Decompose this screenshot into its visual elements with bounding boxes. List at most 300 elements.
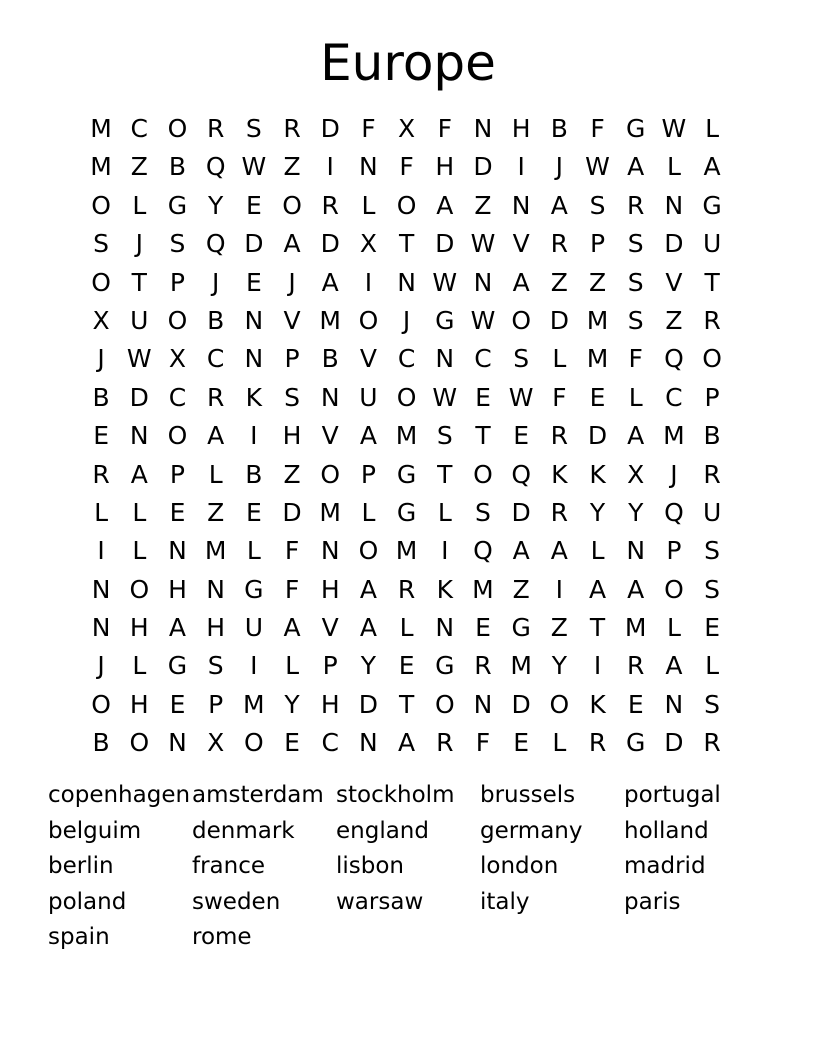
grid-cell[interactable]: L bbox=[666, 613, 681, 643]
grid-cell[interactable]: N bbox=[168, 728, 187, 758]
grid-cell[interactable]: I bbox=[250, 421, 258, 451]
grid-cell[interactable]: M bbox=[395, 536, 418, 566]
grid-cell[interactable]: D bbox=[511, 689, 531, 719]
grid-cell[interactable]: N bbox=[473, 114, 493, 143]
grid-cell[interactable]: W bbox=[432, 382, 458, 412]
grid-cell[interactable]: R bbox=[703, 459, 721, 489]
grid-cell[interactable]: L bbox=[666, 152, 681, 182]
grid-cell[interactable]: O bbox=[549, 689, 570, 719]
grid-cell[interactable]: O bbox=[282, 190, 302, 220]
grid-cell[interactable]: L bbox=[399, 613, 414, 643]
grid-cell[interactable]: H bbox=[320, 689, 340, 719]
grid-cell[interactable]: S bbox=[475, 497, 491, 527]
grid-cell[interactable]: S bbox=[169, 229, 186, 259]
grid-cell[interactable]: I bbox=[364, 267, 373, 297]
grid-cell[interactable]: Z bbox=[665, 305, 683, 335]
grid-cell[interactable]: D bbox=[587, 421, 608, 451]
grid-cell[interactable]: I bbox=[555, 574, 564, 604]
grid-cell[interactable]: N bbox=[397, 267, 416, 297]
grid-cell[interactable]: L bbox=[285, 651, 299, 681]
grid-cell[interactable]: A bbox=[321, 267, 339, 297]
grid-cell[interactable]: H bbox=[320, 574, 340, 604]
grid-cell[interactable]: S bbox=[245, 114, 262, 143]
grid-row bbox=[82, 609, 732, 647]
grid-cell[interactable]: V bbox=[321, 421, 339, 451]
grid-cell[interactable]: Z bbox=[207, 497, 225, 527]
grid-cell[interactable]: N bbox=[435, 344, 455, 374]
grid-cell[interactable]: N bbox=[206, 574, 225, 604]
grid-cell[interactable]: A bbox=[703, 152, 721, 182]
grid-cell[interactable]: N bbox=[435, 613, 455, 643]
grid-cell[interactable]: L bbox=[437, 497, 452, 527]
grid-cell[interactable]: N bbox=[168, 536, 187, 566]
grid-cell[interactable]: Y bbox=[589, 497, 606, 527]
grid-cell[interactable]: A bbox=[168, 613, 187, 643]
grid-cell[interactable]: D bbox=[244, 229, 264, 259]
grid-cell[interactable]: W bbox=[661, 114, 687, 143]
grid-cell[interactable]: F bbox=[437, 114, 452, 143]
grid-cell[interactable]: A bbox=[436, 190, 454, 220]
grid-cell[interactable]: V bbox=[359, 344, 377, 374]
grid-cell[interactable]: M bbox=[204, 536, 227, 566]
grid-cell[interactable]: A bbox=[283, 229, 301, 259]
grid-cell[interactable]: R bbox=[206, 382, 225, 412]
grid-cell[interactable]: I bbox=[326, 152, 334, 182]
grid-cell[interactable]: B bbox=[92, 382, 110, 412]
grid-cell[interactable]: I bbox=[441, 536, 449, 566]
grid-cell[interactable]: A bbox=[207, 421, 225, 451]
grid-cell[interactable]: L bbox=[705, 651, 720, 681]
grid-cell[interactable]: S bbox=[207, 651, 224, 681]
grid-cell[interactable]: O bbox=[167, 421, 188, 451]
grid-cell[interactable]: R bbox=[397, 574, 416, 604]
grid-cell[interactable]: N bbox=[664, 689, 684, 719]
grid-cell[interactable]: N bbox=[244, 305, 264, 335]
grid-cell[interactable]: P bbox=[704, 382, 720, 412]
grid-cell[interactable]: G bbox=[244, 574, 264, 604]
grid-cell[interactable]: G bbox=[435, 651, 455, 681]
grid-cell[interactable]: X bbox=[92, 305, 110, 335]
grid-cell[interactable]: E bbox=[475, 613, 491, 643]
grid-cell[interactable]: M bbox=[624, 613, 647, 643]
grid-cell[interactable]: H bbox=[435, 152, 455, 182]
grid-cell[interactable]: U bbox=[702, 229, 722, 259]
grid-cell[interactable]: J bbox=[97, 651, 105, 681]
grid-cell[interactable]: R bbox=[627, 190, 645, 220]
grid-cell[interactable]: K bbox=[589, 459, 606, 489]
grid-cell[interactable]: O bbox=[167, 305, 188, 335]
grid-cell[interactable]: A bbox=[130, 459, 148, 489]
grid-cell[interactable]: L bbox=[361, 190, 376, 220]
grid-cell[interactable]: C bbox=[168, 382, 187, 412]
grid-cell[interactable]: C bbox=[474, 344, 492, 374]
grid-cell[interactable]: O bbox=[91, 267, 111, 297]
grid-cell[interactable]: O bbox=[91, 190, 111, 220]
grid-cell[interactable]: X bbox=[359, 229, 377, 259]
word-list-item: warsaw bbox=[336, 888, 424, 915]
grid-cell[interactable]: E bbox=[93, 421, 109, 451]
grid-cell[interactable]: U bbox=[702, 497, 722, 527]
grid-cell[interactable]: E bbox=[704, 613, 720, 643]
grid-cell[interactable]: P bbox=[169, 459, 185, 489]
grid-cell[interactable]: R bbox=[474, 651, 492, 681]
grid-cell[interactable]: J bbox=[555, 152, 564, 182]
grid-cell[interactable]: H bbox=[129, 689, 149, 719]
grid-cell[interactable]: N bbox=[473, 689, 493, 719]
grid-cell[interactable]: W bbox=[470, 305, 496, 335]
grid-cell[interactable]: L bbox=[361, 497, 376, 527]
word-list-item: poland bbox=[48, 888, 127, 915]
grid-cell[interactable]: K bbox=[436, 574, 453, 604]
grid-cell[interactable]: O bbox=[129, 728, 150, 758]
grid-cell[interactable]: E bbox=[398, 651, 415, 681]
grid-cell[interactable]: R bbox=[627, 651, 645, 681]
grid-cell[interactable]: F bbox=[361, 114, 376, 143]
grid-cell[interactable]: F bbox=[590, 114, 605, 143]
grid-cell[interactable]: G bbox=[396, 459, 417, 489]
grid-cell[interactable]: P bbox=[284, 344, 300, 374]
grid-cell[interactable]: G bbox=[626, 114, 646, 143]
grid-cell[interactable]: L bbox=[132, 536, 147, 566]
grid-cell[interactable]: Y bbox=[360, 651, 377, 681]
grid-cell[interactable]: J bbox=[211, 267, 220, 297]
grid-cell[interactable]: O bbox=[358, 536, 379, 566]
grid-cell[interactable]: F bbox=[284, 536, 300, 566]
grid-cell[interactable]: E bbox=[475, 382, 491, 412]
grid-cell[interactable]: T bbox=[704, 267, 720, 297]
grid-cell[interactable]: T bbox=[475, 421, 491, 451]
grid-cell[interactable]: E bbox=[627, 689, 644, 719]
grid-cell[interactable]: E bbox=[169, 689, 186, 719]
grid-cell[interactable]: D bbox=[664, 229, 684, 259]
grid-cell[interactable]: M bbox=[472, 574, 494, 604]
grid-cell[interactable]: S bbox=[93, 229, 110, 259]
grid-cell[interactable]: N bbox=[320, 382, 340, 412]
grid-cell[interactable]: R bbox=[321, 190, 339, 220]
grid-cell[interactable]: O bbox=[167, 114, 188, 143]
grid-cell[interactable]: W bbox=[432, 267, 458, 297]
grid-cell[interactable]: E bbox=[284, 728, 300, 758]
grid-cell[interactable]: N bbox=[91, 574, 111, 604]
grid-cell[interactable]: R bbox=[588, 728, 607, 758]
grid-cell[interactable]: G bbox=[626, 728, 646, 758]
grid-cell[interactable]: F bbox=[475, 728, 491, 758]
grid-cell[interactable]: F bbox=[399, 152, 414, 182]
word-list-item: portugal bbox=[624, 782, 721, 808]
grid-cell[interactable]: D bbox=[320, 229, 340, 259]
grid-cell[interactable]: A bbox=[627, 574, 645, 604]
grid-cell[interactable]: M bbox=[586, 305, 609, 335]
grid-cell[interactable]: A bbox=[283, 613, 301, 643]
grid-cell[interactable]: W bbox=[508, 382, 534, 412]
word-list-item: madrid bbox=[624, 853, 706, 880]
grid-cell[interactable]: P bbox=[666, 536, 682, 566]
grid-cell[interactable]: L bbox=[628, 382, 643, 412]
grid-cell[interactable]: G bbox=[167, 651, 188, 681]
grid-cell[interactable]: M bbox=[586, 344, 609, 374]
grid-cell[interactable]: M bbox=[395, 421, 418, 451]
grid-cell[interactable]: C bbox=[206, 344, 225, 374]
grid-cell[interactable]: D bbox=[511, 497, 531, 527]
grid-cell[interactable]: D bbox=[282, 497, 302, 527]
grid-cell[interactable]: B bbox=[245, 459, 263, 489]
grid-cell[interactable]: S bbox=[627, 305, 644, 335]
grid-cell[interactable]: N bbox=[626, 536, 646, 566]
grid-cell[interactable]: K bbox=[245, 382, 263, 412]
grid-cell[interactable]: P bbox=[208, 689, 224, 719]
grid-cell[interactable]: J bbox=[135, 229, 143, 259]
grid-cell[interactable]: H bbox=[282, 421, 302, 451]
grid-cell[interactable]: N bbox=[244, 344, 264, 374]
grid-cell[interactable]: Y bbox=[628, 497, 644, 527]
grid-cell[interactable]: W bbox=[126, 344, 152, 374]
grid-cell[interactable]: Z bbox=[550, 267, 568, 297]
grid-cell[interactable]: A bbox=[512, 536, 530, 566]
grid-cell[interactable]: R bbox=[436, 728, 454, 758]
grid-cell[interactable]: L bbox=[208, 459, 223, 489]
grid-cell[interactable]: A bbox=[512, 267, 530, 297]
grid-cell[interactable]: R bbox=[703, 305, 721, 335]
grid-cell[interactable]: S bbox=[627, 229, 644, 259]
grid-cell[interactable]: G bbox=[702, 190, 722, 220]
grid-cell[interactable]: G bbox=[396, 497, 417, 527]
grid-cell[interactable]: S bbox=[436, 421, 453, 451]
grid-cell[interactable]: X bbox=[398, 114, 416, 143]
grid-cell[interactable]: W bbox=[585, 152, 610, 182]
grid-cell[interactable]: Q bbox=[205, 229, 226, 259]
grid-cell[interactable]: J bbox=[288, 267, 296, 297]
grid-cell[interactable]: Y bbox=[284, 689, 300, 719]
grid-cell[interactable]: K bbox=[589, 689, 606, 719]
grid-cell[interactable]: O bbox=[702, 344, 722, 374]
grid-cell[interactable]: Q bbox=[511, 459, 531, 489]
grid-cell[interactable]: B bbox=[92, 728, 110, 758]
grid-cell[interactable]: J bbox=[97, 344, 105, 374]
grid-cell[interactable]: Z bbox=[130, 152, 148, 182]
grid-cell[interactable]: I bbox=[250, 651, 258, 681]
grid-cell[interactable]: H bbox=[511, 114, 531, 143]
grid-cell[interactable]: R bbox=[283, 114, 301, 143]
grid-cell[interactable]: G bbox=[435, 305, 455, 335]
grid-cell[interactable]: O bbox=[396, 382, 417, 412]
grid-cell[interactable]: G bbox=[167, 190, 188, 220]
grid-cell[interactable]: O bbox=[396, 190, 417, 220]
grid-cell[interactable]: Q bbox=[664, 497, 684, 527]
grid-cell[interactable]: D bbox=[320, 114, 340, 143]
grid-cell[interactable]: E bbox=[245, 497, 262, 527]
grid-cell[interactable]: E bbox=[589, 382, 606, 412]
grid-cell[interactable]: I bbox=[517, 152, 525, 182]
grid-cell[interactable]: O bbox=[244, 728, 264, 758]
grid-cell[interactable]: M bbox=[663, 421, 685, 451]
grid-cell[interactable]: Q bbox=[473, 536, 493, 566]
grid-cell[interactable]: V bbox=[665, 267, 683, 297]
grid-cell[interactable]: S bbox=[284, 382, 300, 412]
grid-cell[interactable]: L bbox=[246, 536, 261, 566]
grid-cell[interactable]: L bbox=[132, 497, 147, 527]
grid-cell[interactable]: Q bbox=[664, 344, 684, 374]
grid-cell[interactable]: N bbox=[129, 421, 149, 451]
grid-cell[interactable]: M bbox=[319, 497, 341, 527]
grid-cell[interactable]: Z bbox=[474, 190, 492, 220]
grid-cell[interactable]: A bbox=[627, 152, 645, 182]
grid-cell[interactable]: M bbox=[510, 651, 532, 681]
word-list-item: paris bbox=[624, 888, 681, 915]
grid-cell[interactable]: K bbox=[551, 459, 568, 489]
grid-cell[interactable]: T bbox=[398, 229, 415, 259]
grid-cell[interactable]: Z bbox=[512, 574, 530, 604]
grid-cell[interactable]: O bbox=[320, 459, 341, 489]
grid-cell[interactable]: M bbox=[243, 689, 265, 719]
grid-cell[interactable]: S bbox=[513, 344, 530, 374]
grid-cell[interactable]: T bbox=[398, 689, 415, 719]
grid-cell[interactable]: A bbox=[359, 574, 377, 604]
grid-cell[interactable]: M bbox=[90, 114, 112, 143]
grid-cell[interactable]: D bbox=[664, 728, 684, 758]
grid-cell[interactable]: R bbox=[550, 421, 569, 451]
grid-cell[interactable]: U bbox=[359, 382, 378, 412]
grid-cell[interactable]: J bbox=[402, 305, 411, 335]
grid-cell[interactable]: S bbox=[589, 190, 606, 220]
grid-cell[interactable]: U bbox=[130, 305, 149, 335]
grid-cell[interactable]: H bbox=[129, 613, 149, 643]
grid-cell[interactable]: R bbox=[550, 497, 569, 527]
grid-cell[interactable]: P bbox=[169, 267, 185, 297]
grid-cell[interactable]: R bbox=[703, 728, 721, 758]
grid-cell[interactable]: D bbox=[358, 689, 379, 719]
grid-cell[interactable]: P bbox=[322, 651, 338, 681]
grid-cell[interactable]: N bbox=[664, 190, 684, 220]
grid-cell[interactable]: M bbox=[319, 305, 341, 335]
grid-cell[interactable]: I bbox=[593, 651, 602, 681]
grid-cell[interactable]: P bbox=[589, 229, 606, 259]
grid-cell[interactable]: Z bbox=[283, 152, 301, 182]
grid-cell[interactable]: A bbox=[359, 421, 377, 451]
grid-cell[interactable]: S bbox=[704, 536, 721, 566]
grid-cell[interactable]: S bbox=[704, 574, 721, 604]
grid-cell[interactable]: S bbox=[704, 689, 721, 719]
grid-cell[interactable]: E bbox=[513, 728, 530, 758]
grid-cell[interactable]: U bbox=[244, 613, 263, 643]
grid-cell[interactable]: Z bbox=[588, 267, 607, 297]
grid-cell[interactable]: X bbox=[627, 459, 645, 489]
grid-cell[interactable]: E bbox=[245, 190, 262, 220]
grid-cell[interactable]: N bbox=[473, 267, 493, 297]
grid-cell[interactable]: Y bbox=[208, 190, 224, 220]
word-list-item: holland bbox=[624, 817, 709, 844]
grid-cell[interactable]: D bbox=[129, 382, 149, 412]
grid-cell[interactable]: V bbox=[512, 229, 530, 259]
grid-cell[interactable]: A bbox=[550, 536, 568, 566]
grid-cell[interactable]: D bbox=[549, 305, 569, 335]
grid-cell[interactable]: O bbox=[664, 574, 684, 604]
grid-cell[interactable]: H bbox=[168, 574, 187, 604]
grid-cell[interactable]: L bbox=[705, 114, 720, 143]
grid-cell[interactable]: C bbox=[397, 344, 416, 374]
grid-cell[interactable]: F bbox=[552, 382, 567, 412]
grid-cell[interactable]: A bbox=[588, 574, 607, 604]
grid-cell[interactable]: O bbox=[358, 305, 379, 335]
grid-cell[interactable]: S bbox=[627, 267, 644, 297]
grid-cell[interactable]: C bbox=[321, 728, 339, 758]
grid-cell[interactable]: N bbox=[359, 728, 378, 758]
grid-cell[interactable]: N bbox=[511, 190, 531, 220]
grid-cell[interactable]: D bbox=[473, 152, 493, 182]
grid-cell[interactable]: E bbox=[169, 497, 186, 527]
grid-cell[interactable]: O bbox=[473, 459, 493, 489]
puzzle-title: Europe bbox=[320, 34, 496, 92]
grid-cell[interactable]: N bbox=[359, 152, 378, 182]
grid-cell[interactable]: L bbox=[552, 728, 567, 758]
grid-cell[interactable]: L bbox=[590, 536, 605, 566]
grid-cell[interactable]: O bbox=[91, 689, 111, 719]
grid-cell[interactable]: A bbox=[359, 613, 377, 643]
grid-cell[interactable]: C bbox=[130, 114, 149, 143]
grid-row bbox=[82, 340, 732, 378]
grid-cell[interactable]: T bbox=[131, 267, 147, 297]
grid-cell[interactable]: J bbox=[670, 459, 678, 489]
grid-cell[interactable]: E bbox=[245, 267, 262, 297]
grid-cell[interactable]: A bbox=[627, 421, 645, 451]
grid-cell[interactable]: A bbox=[665, 651, 683, 681]
grid-cell[interactable]: X bbox=[207, 728, 225, 758]
grid-cell[interactable]: B bbox=[321, 344, 339, 374]
grid-cell[interactable]: B bbox=[168, 152, 187, 182]
grid-cell[interactable]: N bbox=[91, 613, 111, 643]
grid-cell[interactable]: P bbox=[360, 459, 376, 489]
word-list-item: england bbox=[336, 817, 429, 844]
grid-cell[interactable]: O bbox=[129, 574, 150, 604]
grid-cell[interactable]: F bbox=[628, 344, 643, 374]
grid-cell[interactable]: R bbox=[92, 459, 110, 489]
grid-cell[interactable]: O bbox=[434, 689, 455, 719]
grid-cell[interactable]: Z bbox=[283, 459, 301, 489]
grid-cell[interactable]: N bbox=[320, 536, 340, 566]
grid-cell[interactable]: L bbox=[132, 190, 147, 220]
grid-cell[interactable]: A bbox=[550, 190, 568, 220]
grid-cell[interactable]: L bbox=[94, 497, 109, 527]
grid-cell[interactable]: M bbox=[90, 152, 112, 182]
grid-cell[interactable]: L bbox=[132, 651, 147, 681]
grid-cell[interactable]: B bbox=[703, 421, 721, 451]
grid-cell[interactable]: B bbox=[207, 305, 225, 335]
grid-cell[interactable]: V bbox=[321, 613, 339, 643]
grid-cell[interactable]: I bbox=[97, 536, 105, 566]
grid-cell[interactable]: E bbox=[513, 421, 530, 451]
grid-cell[interactable]: X bbox=[168, 344, 187, 374]
word-list-item: rome bbox=[192, 924, 252, 951]
grid-cell[interactable]: Y bbox=[551, 651, 567, 681]
grid-cell[interactable]: A bbox=[398, 728, 416, 758]
grid-cell[interactable]: O bbox=[511, 305, 531, 335]
grid-cell[interactable]: G bbox=[511, 613, 531, 643]
grid-cell[interactable]: F bbox=[284, 574, 300, 604]
grid-cell[interactable]: R bbox=[550, 229, 569, 259]
grid-cell[interactable]: Z bbox=[550, 613, 568, 643]
grid-cell[interactable]: W bbox=[241, 152, 267, 182]
grid-cell[interactable]: W bbox=[470, 229, 496, 259]
grid-cell[interactable]: T bbox=[589, 613, 606, 643]
grid-cell[interactable]: T bbox=[437, 459, 453, 489]
grid-cell[interactable]: Q bbox=[205, 152, 226, 182]
grid-cell[interactable]: V bbox=[283, 305, 301, 335]
grid-cell[interactable]: D bbox=[435, 229, 455, 259]
grid-cell[interactable]: B bbox=[550, 114, 568, 143]
grid-cell[interactable]: H bbox=[206, 613, 226, 643]
grid-cell[interactable]: L bbox=[552, 344, 567, 374]
grid-cell[interactable]: R bbox=[206, 114, 225, 143]
grid-cell[interactable]: C bbox=[665, 382, 683, 412]
